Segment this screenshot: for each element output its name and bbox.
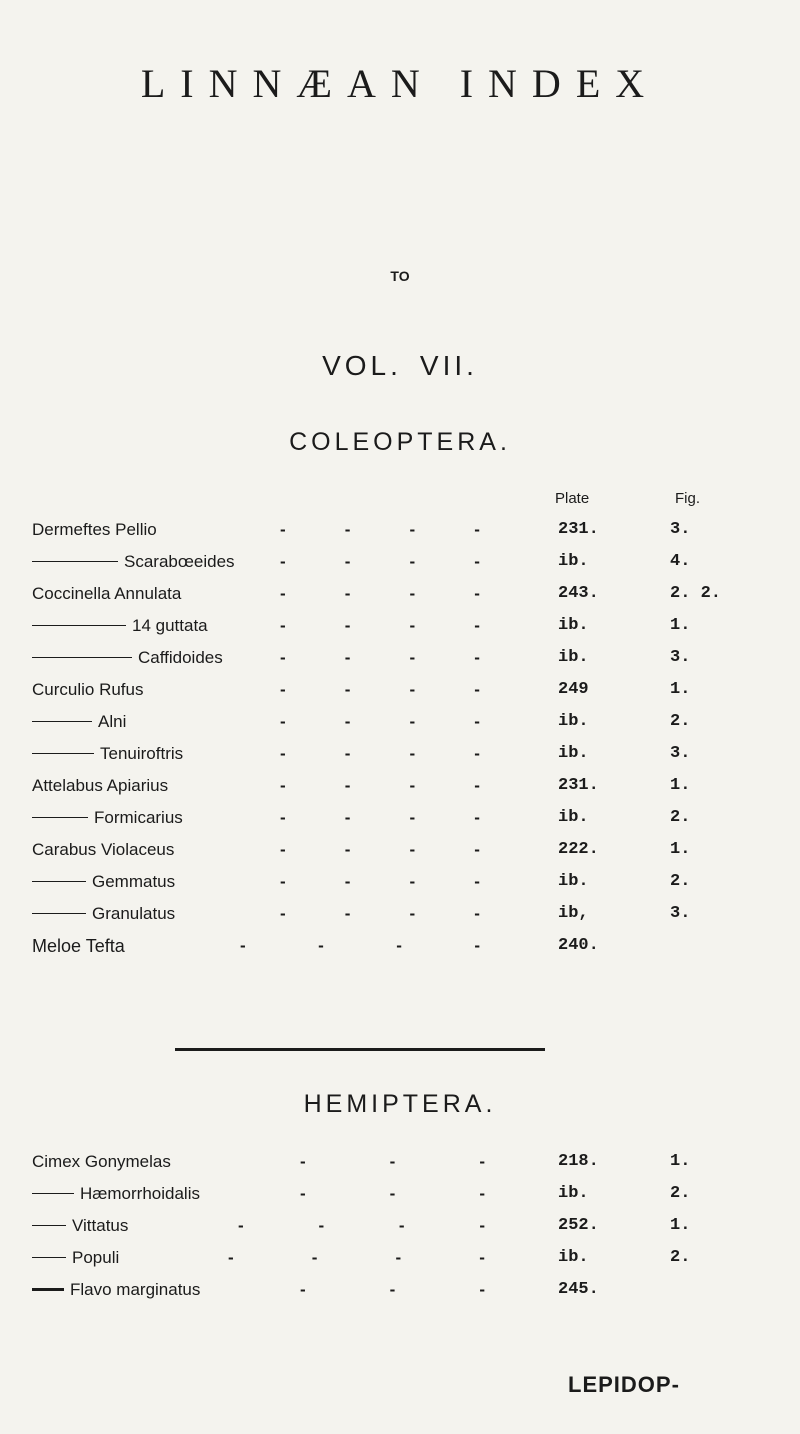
- index-row: [0, 1216, 800, 1248]
- index-row: [0, 552, 800, 584]
- leader-dots: - - - -: [228, 1248, 485, 1267]
- plate-number: 245.: [558, 1280, 599, 1299]
- ditto-dash: [32, 817, 88, 818]
- index-row: [0, 744, 800, 776]
- ditto-dash: [32, 1225, 66, 1226]
- leader-dots: - - - -: [280, 744, 480, 763]
- index-row: [0, 712, 800, 744]
- leader-dots: - - - -: [280, 904, 480, 923]
- index-row: [0, 776, 800, 808]
- fig-number: 3.: [670, 744, 691, 763]
- species-name: 14 guttata: [132, 616, 208, 635]
- leader-dots: - - - -: [238, 1216, 485, 1235]
- leader-dots: - - -: [300, 1184, 485, 1203]
- leader-dots: - - - -: [280, 680, 480, 699]
- species-name: Formicarius: [94, 808, 183, 827]
- fig-number: 1.: [670, 616, 691, 635]
- leader-dots: - - - -: [280, 520, 480, 539]
- leader-dots: - - - -: [280, 584, 480, 603]
- leader-dots: - - - -: [280, 840, 480, 859]
- fig-number: 4.: [670, 552, 691, 571]
- volume-label: VOL.: [322, 350, 402, 381]
- species-name: Carabus Violaceus: [32, 840, 175, 859]
- plate-number: 231.: [558, 776, 599, 795]
- fig-number: 1.: [670, 840, 691, 859]
- ditto-dash: [32, 1257, 66, 1258]
- plate-number: ib.: [558, 648, 589, 667]
- section-title-coleoptera: COLEOPTERA.: [289, 428, 511, 456]
- plate-number: 218.: [558, 1152, 599, 1171]
- fig-column-header: Fig.: [675, 490, 701, 507]
- index-row: [0, 904, 800, 936]
- species-name: Granulatus: [92, 904, 176, 923]
- plate-number: 249: [558, 680, 589, 699]
- to-label: TO: [390, 268, 410, 284]
- leader-dots: - - - -: [280, 808, 480, 827]
- leader-dots: - - -: [300, 1152, 485, 1171]
- leader-dots: - - - -: [280, 712, 480, 731]
- plate-number: 240.: [558, 936, 599, 955]
- species-name: Attelabus Apiarius: [32, 776, 169, 795]
- leader-dots: - - -: [300, 1280, 485, 1299]
- species-name: Vittatus: [72, 1216, 129, 1235]
- species-name: Tenuiroftris: [100, 744, 184, 763]
- ditto-dash: [32, 881, 86, 882]
- leader-dots: - - - -: [280, 776, 480, 795]
- ditto-dash: [32, 657, 132, 658]
- plate-number: ib,: [558, 904, 589, 923]
- plate-number: 252.: [558, 1216, 599, 1235]
- fig-number: 3.: [670, 520, 691, 539]
- plate-number: ib.: [558, 808, 589, 827]
- species-name: Alni: [98, 712, 127, 731]
- species-name: Scarabœeides: [124, 552, 235, 571]
- section-title-hemiptera: HEMIPTERA.: [303, 1090, 497, 1118]
- plate-number: ib.: [558, 872, 589, 891]
- fig-number: 2.: [670, 808, 691, 827]
- index-row: [0, 584, 800, 616]
- plate-number: ib.: [558, 1184, 589, 1203]
- page-title: LINNÆAN INDEX: [140, 61, 660, 106]
- fig-number: 1.: [670, 680, 691, 699]
- species-name: Caffidoides: [138, 648, 223, 667]
- fig-number: 1.: [670, 1216, 691, 1235]
- species-name: Hæmorrhoidalis: [80, 1184, 200, 1203]
- index-row: [0, 1248, 800, 1280]
- plate-number: 231.: [558, 520, 599, 539]
- index-row: [0, 520, 800, 552]
- plate-number: ib.: [558, 552, 589, 571]
- index-row: [0, 1184, 800, 1216]
- plate-number: ib.: [558, 1248, 589, 1267]
- index-row: [0, 840, 800, 872]
- volume-number: VII.: [419, 350, 478, 381]
- ditto-dash: [32, 1193, 74, 1194]
- fig-number: 3.: [670, 904, 691, 923]
- ditto-dash: [32, 913, 86, 914]
- leader-dots: - - - -: [280, 872, 480, 891]
- plate-number: 222.: [558, 840, 599, 859]
- fig-number: 2. 2.: [670, 584, 722, 603]
- index-row: [0, 648, 800, 680]
- index-row: [0, 936, 800, 968]
- fig-number: 2.: [670, 1248, 691, 1267]
- index-row: [0, 1152, 800, 1184]
- fig-number: 1.: [670, 776, 691, 795]
- catchword: LEPIDOP-: [568, 1372, 680, 1397]
- ditto-dash: [32, 625, 126, 626]
- index-row: [0, 1280, 800, 1312]
- index-row: [0, 872, 800, 904]
- species-name: Gemmatus: [92, 872, 176, 891]
- species-name: Dermeftes Pellio: [32, 520, 157, 539]
- fig-number: 3.: [670, 648, 691, 667]
- index-row: [0, 616, 800, 648]
- species-name: Flavo marginatus: [70, 1280, 201, 1299]
- plate-number: ib.: [558, 712, 589, 731]
- leader-dots: - - - -: [240, 936, 480, 955]
- fig-number: 1.: [670, 1152, 691, 1171]
- species-name: Curculio Rufus: [32, 680, 144, 699]
- leader-dots: - - - -: [280, 552, 480, 571]
- plate-column-header: Plate: [555, 490, 590, 507]
- leader-dots: - - - -: [280, 616, 480, 635]
- volume-heading: [0, 350, 800, 382]
- species-name: Coccinella Annulata: [32, 584, 182, 603]
- ditto-dash: [32, 721, 92, 722]
- species-name: Cimex Gonymelas: [32, 1152, 171, 1171]
- plate-number: ib.: [558, 616, 589, 635]
- fig-number: 2.: [670, 1184, 691, 1203]
- plate-number: ib.: [558, 744, 589, 763]
- index-row: [0, 680, 800, 712]
- plate-number: 243.: [558, 584, 599, 603]
- ditto-dash: [32, 1288, 64, 1291]
- species-name: Meloe Tefta: [32, 936, 125, 956]
- species-name: Populi: [72, 1248, 120, 1267]
- section-divider: [175, 1048, 545, 1051]
- leader-dots: - - - -: [280, 648, 480, 667]
- ditto-dash: [32, 753, 94, 754]
- index-row: [0, 808, 800, 840]
- fig-number: 2.: [670, 712, 691, 731]
- fig-number: 2.: [670, 872, 691, 891]
- ditto-dash: [32, 561, 118, 562]
